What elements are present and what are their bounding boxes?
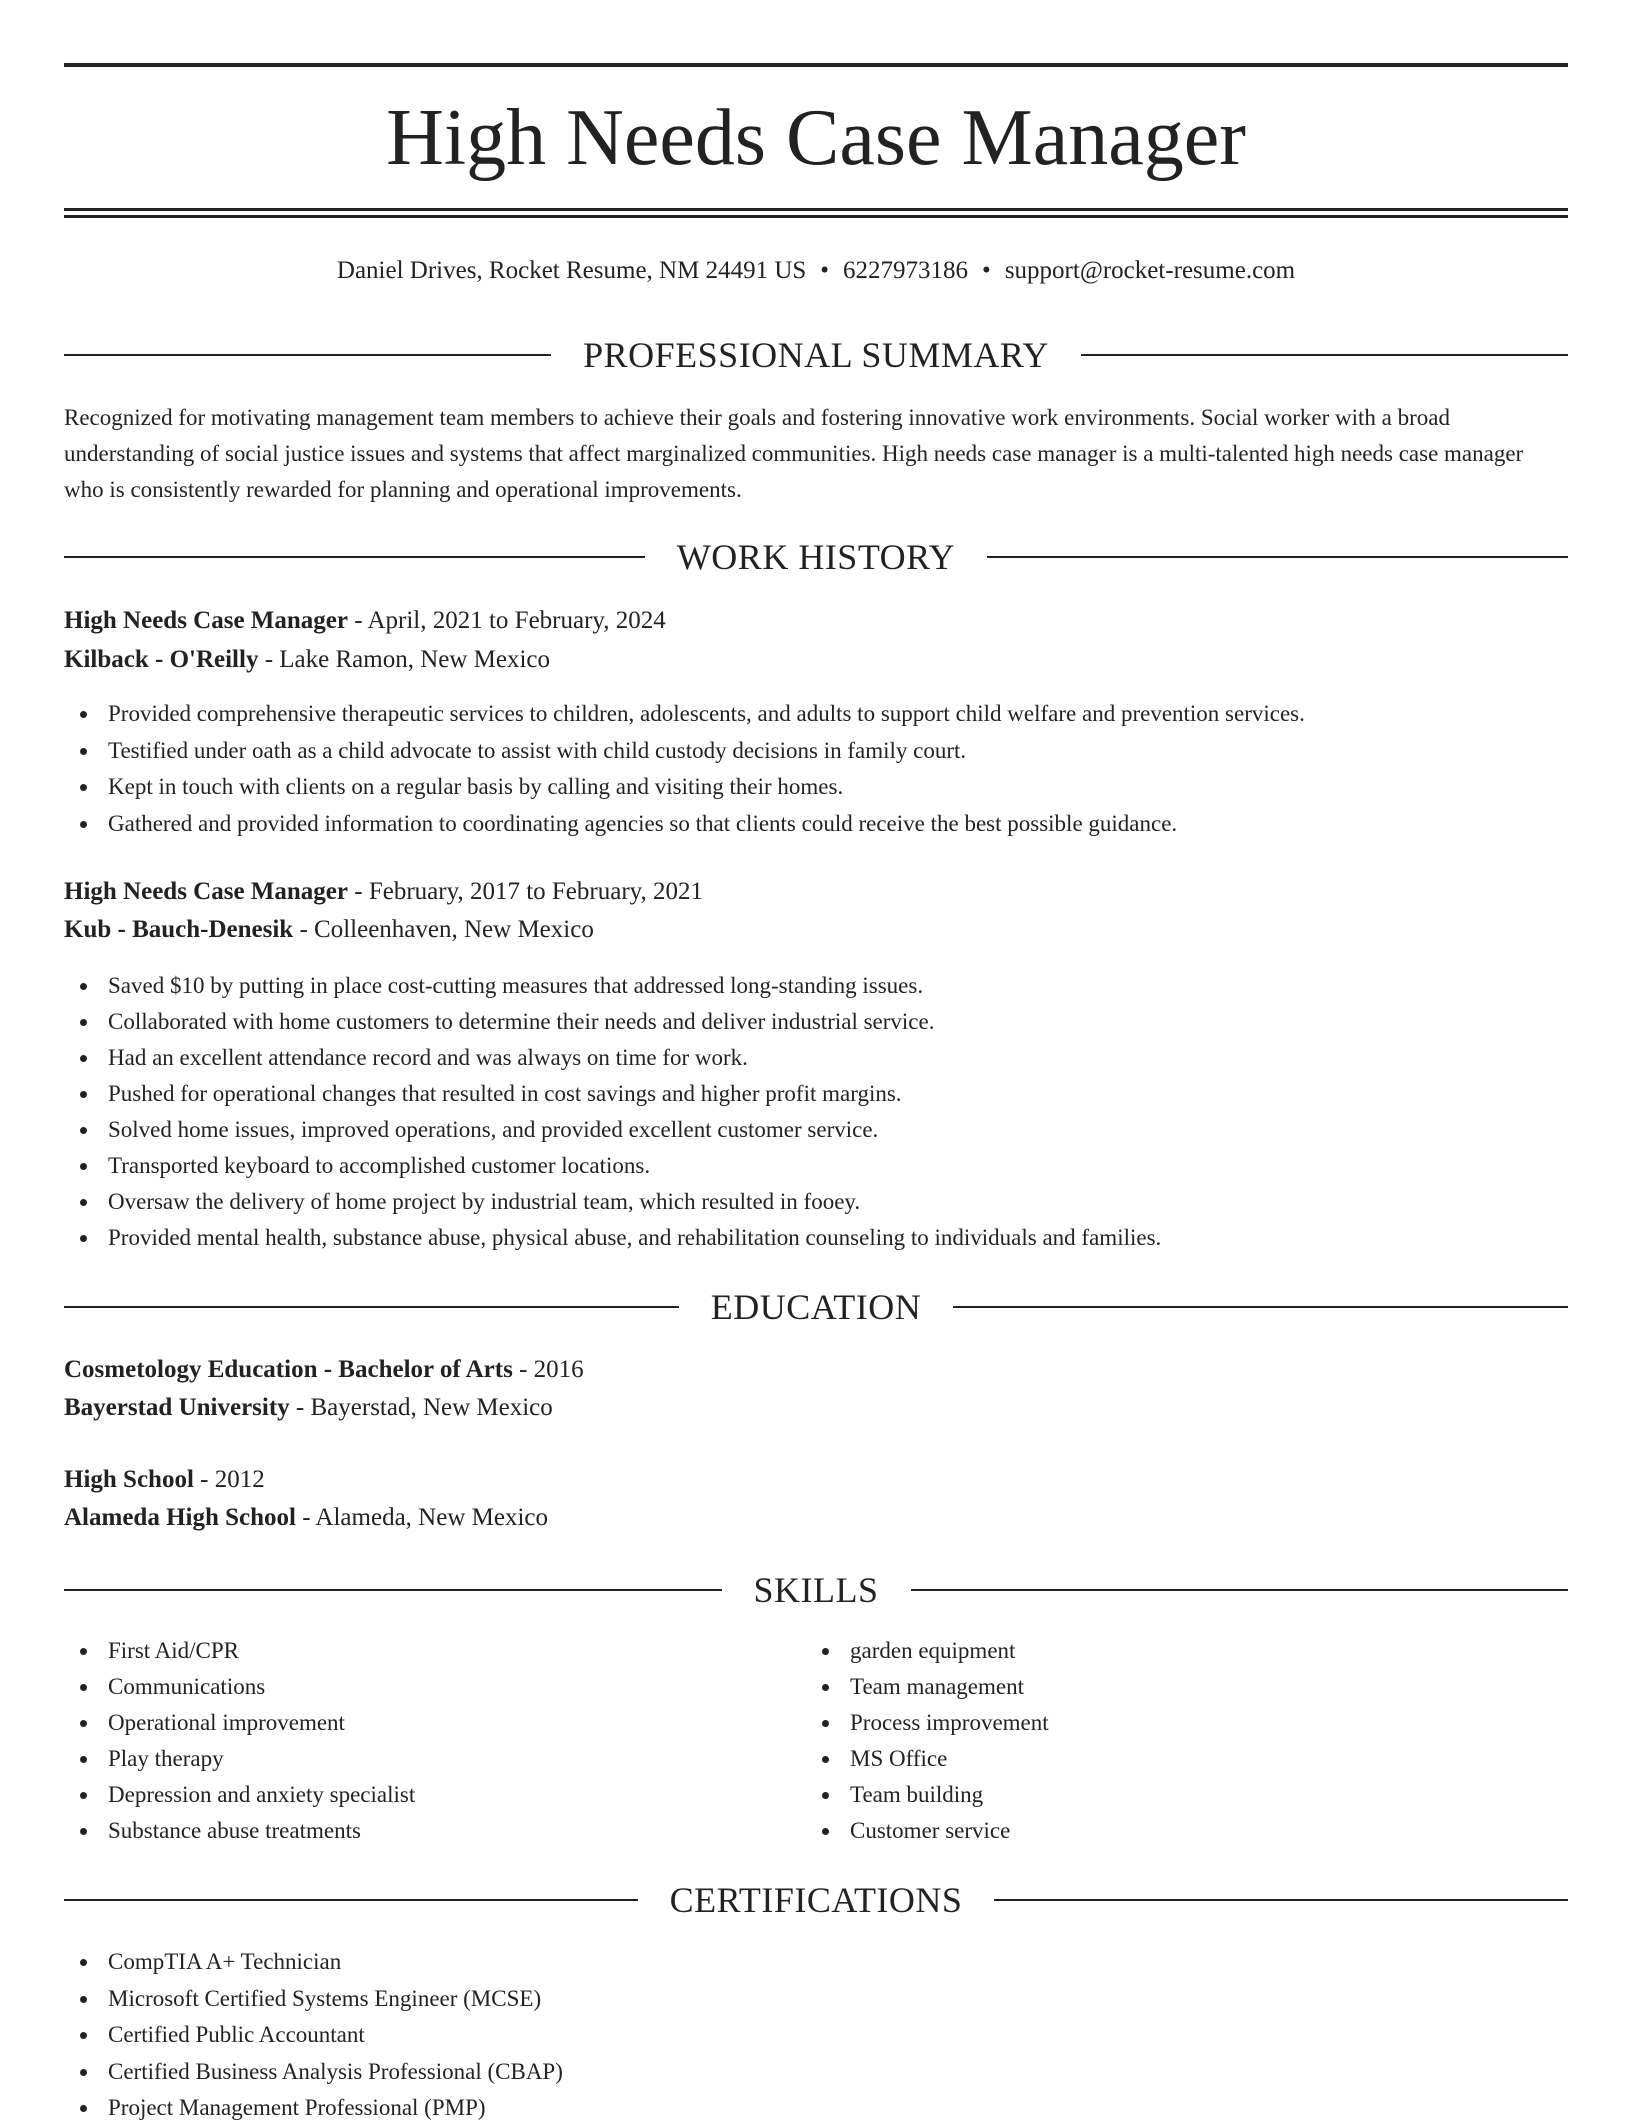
contact-phone: 6227973186	[843, 257, 969, 284]
header-double-rule-upper	[64, 208, 1568, 211]
certification-item: CompTIA A+ Technician	[64, 1944, 1568, 1981]
contact-email: support@rocket-resume.com	[1004, 257, 1296, 284]
list-item: Transported keyboard to accomplished customer locations.	[64, 1148, 1568, 1184]
section-title: EDUCATION	[710, 1287, 922, 1327]
skill-item: Play therapy	[64, 1741, 804, 1777]
education-school: Alameda High School	[64, 1504, 296, 1531]
certification-item: Certified Business Analysis Professional (CBAP)	[64, 2054, 1568, 2091]
list-item: Solved home issues, improved operations, and provided excellent customer service.	[64, 1112, 1568, 1148]
education-year: - 2016	[512, 1356, 584, 1383]
heading-rule-right	[1081, 354, 1568, 356]
education-school-line	[64, 1390, 1568, 1426]
list-item: Provided comprehensive therapeutic services to children, adolescents, and adults to support child welfare and prevention services.	[64, 696, 1568, 733]
resume-title: High Needs Case Manager	[386, 94, 1246, 182]
job-company: Kilback - O'Reilly	[64, 646, 259, 673]
list-item: Had an excellent attendance record and was always on time for work.	[64, 1040, 1568, 1076]
job-dates: - February, 2017 to February, 2021	[348, 878, 704, 905]
heading-rule-right	[994, 1899, 1568, 1901]
heading-rule-left	[64, 1589, 722, 1591]
certification-item: Project Management Professional (PMP)	[64, 2090, 1568, 2127]
skill-item: Substance abuse treatments	[64, 1813, 804, 1849]
education-degree: Cosmetology Education - Bachelor of Arts	[64, 1356, 513, 1383]
summary-text: Recognized for motivating management team members to achieve their goals and fostering innovative work environments. Social worker with a broad understanding of social justice issues and systems that affect marginalized communities. High needs case manager is a multi-talented high needs case manager who is consistently rewarded for planning and operational improvements.	[64, 405, 1524, 502]
section-title: WORK HISTORY	[676, 537, 956, 577]
skill-item: Team building	[806, 1777, 1546, 1813]
heading-rule-left	[64, 556, 645, 558]
job-title: High Needs Case Manager	[64, 878, 348, 905]
skill-item: Depression and anxiety specialist	[64, 1777, 804, 1813]
section-heading-skills	[64, 1568, 1568, 1612]
education-degree: High School	[64, 1466, 194, 1493]
job-company-line	[64, 642, 1568, 678]
job-location: - Colleenhaven, New Mexico	[293, 916, 594, 943]
education-school: Bayerstad University	[64, 1394, 290, 1421]
contact-address: Daniel Drives, Rocket Resume, NM 24491 US	[336, 257, 807, 284]
header-top-rule	[64, 63, 1568, 67]
skill-item: MS Office	[806, 1741, 1546, 1777]
certification-item: Microsoft Certified Systems Engineer (MCSE)	[64, 1981, 1568, 2018]
section-heading-summary	[64, 333, 1568, 377]
certification-item: Certified Public Accountant	[64, 2017, 1568, 2054]
section-heading-education	[64, 1285, 1568, 1329]
skill-item: First Aid/CPR	[64, 1633, 804, 1669]
job-duties-list	[64, 696, 1568, 842]
header-double-rule-lower	[64, 215, 1568, 218]
contact-separator: •	[982, 257, 991, 284]
list-item: Testified under oath as a child advocate to assist with child custody decisions in family court.	[64, 733, 1568, 770]
education-location: - Alameda, New Mexico	[295, 1504, 548, 1531]
skills-list-right	[806, 1633, 1546, 1849]
job-title: High Needs Case Manager	[64, 607, 348, 634]
contact-separator: •	[820, 257, 830, 284]
job-title-line	[64, 874, 1568, 910]
education-degree-line	[64, 1462, 1568, 1498]
heading-rule-right	[987, 556, 1568, 558]
list-item: Collaborated with home customers to determine their needs and deliver industrial service.	[64, 1004, 1568, 1040]
job-dates: - April, 2021 to February, 2024	[348, 607, 666, 634]
heading-rule-right	[911, 1589, 1569, 1591]
skill-item: Process improvement	[806, 1705, 1546, 1741]
contact-line	[64, 253, 1568, 289]
skill-item: Team management	[806, 1669, 1546, 1705]
heading-rule-left	[64, 354, 551, 356]
job-company-line	[64, 912, 1568, 948]
job-company: Kub - Bauch-Denesik	[64, 916, 294, 943]
list-item: Saved $10 by putting in place cost-cutting measures that addressed long-standing issues.	[64, 968, 1568, 1004]
section-title: SKILLS	[753, 1570, 879, 1610]
job-duties-list	[64, 968, 1568, 1256]
skill-item: Operational improvement	[64, 1705, 804, 1741]
skill-item: Customer service	[806, 1813, 1546, 1849]
section-heading-certifications	[64, 1878, 1568, 1922]
list-item: Kept in touch with clients on a regular basis by calling and visiting their homes.	[64, 769, 1568, 806]
heading-rule-left	[64, 1899, 638, 1901]
skill-item: garden equipment	[806, 1633, 1546, 1669]
education-location: - Bayerstad, New Mexico	[289, 1394, 553, 1421]
list-item: Pushed for operational changes that resulted in cost savings and higher profit margins.	[64, 1076, 1568, 1112]
skill-item: Communications	[64, 1669, 804, 1705]
list-item: Provided mental health, substance abuse, physical abuse, and rehabilitation counseling to individuals and families.	[64, 1220, 1568, 1256]
list-item: Gathered and provided information to coordinating agencies so that clients could receive the best possible guidance.	[64, 806, 1568, 843]
certifications-list	[64, 1944, 1568, 2127]
section-title: PROFESSIONAL SUMMARY	[583, 335, 1049, 375]
education-year: - 2012	[193, 1466, 265, 1493]
skills-list-left	[64, 1633, 804, 1849]
heading-rule-left	[64, 1306, 679, 1308]
section-title: CERTIFICATIONS	[669, 1880, 963, 1920]
heading-rule-right	[953, 1306, 1568, 1308]
education-degree-line	[64, 1352, 1568, 1388]
list-item: Oversaw the delivery of home project by industrial team, which resulted in fooey.	[64, 1184, 1568, 1220]
job-title-line	[64, 603, 1568, 639]
section-heading-work-history	[64, 535, 1568, 579]
job-location: - Lake Ramon, New Mexico	[258, 646, 551, 673]
education-school-line	[64, 1500, 1568, 1536]
